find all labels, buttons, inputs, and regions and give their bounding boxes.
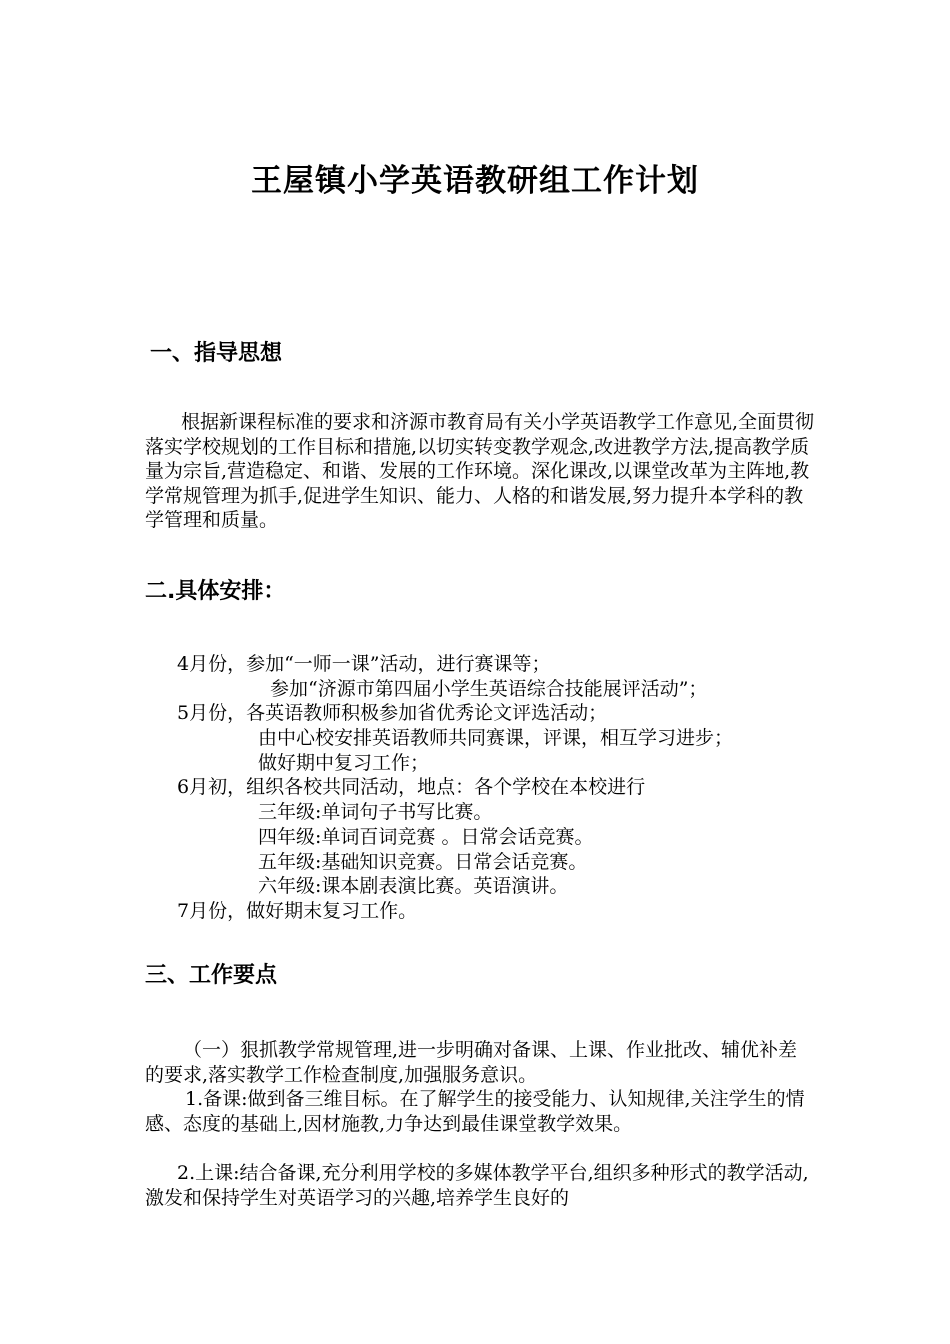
list-item: 7月份，做好期末复习工作。	[177, 900, 418, 922]
work-points-paragraph-1	[145, 1038, 815, 1087]
paragraph-text: 2.上课:结合备课,充分利用学校的多媒体教学平台,组织多种形式的教学活动,激发和保持学生对英语学习的兴趣,培养学生良好的	[145, 1162, 809, 1209]
guiding-ideology-paragraph	[145, 410, 815, 533]
document-title: 王屋镇小学英语教研组工作计划	[251, 163, 699, 199]
list-item: 四年级:单词百词竞赛 。日常会话竞赛。	[258, 826, 594, 848]
work-points-paragraph-3	[145, 1161, 815, 1210]
list-item: 做好期中复习工作；	[258, 752, 430, 774]
list-item: 6月初，组织各校共同活动，地点：各个学校在本校进行	[177, 776, 646, 798]
section-heading-guiding-ideology: 一、指导思想	[150, 341, 283, 366]
list-item: 五年级:基础知识竞赛。日常会话竞赛。	[258, 851, 588, 873]
section-heading-arrangements: 二.具体安排：	[145, 579, 286, 604]
list-item: 4月份，参加“一师一课”活动，进行赛课等；	[177, 653, 551, 675]
paragraph-text: 1.备课:做到备三维目标。在了解学生的接受能力、认知规律,关注学生的情感、态度的基础上,因材施教,力争达到最佳课堂教学效果。	[145, 1088, 805, 1135]
list-item: 由中心校安排英语教师共同赛课，评课，相互学习进步；	[258, 727, 734, 749]
list-item: 参加“济源市第四届小学生英语综合技能展评活动”；	[270, 678, 708, 700]
paragraph-text: （一）狠抓教学常规管理,进一步明确对备课、上课、作业批改、辅优补差的要求,落实教学工作检查制度,加强服务意识。	[145, 1039, 798, 1086]
section-heading-work-points: 三、工作要点	[145, 963, 278, 988]
paragraph-text: 根据新课程标准的要求和济源市教育局有关小学英语教学工作意见,全面贯彻落实学校规划的工作目标和措施,以切实转变教学观念,改进教学方法,提高教学质量为宗旨,营造稳定、和谐、发展的工作环境。深化课改,以课堂改革为主阵地,教学常规管理为抓手,促进学生知识、能力、人格的和谐发展,努力提升本学科的教学管理和质量。	[145, 411, 815, 531]
list-item: 三年级:单词句子书写比赛。	[258, 801, 493, 823]
list-item: 5月份，各英语教师积极参加省优秀论文评选活动；	[177, 702, 608, 724]
list-item: 六年级:课本剧表演比赛。英语演讲。	[258, 875, 569, 897]
work-points-paragraph-2	[145, 1087, 815, 1136]
